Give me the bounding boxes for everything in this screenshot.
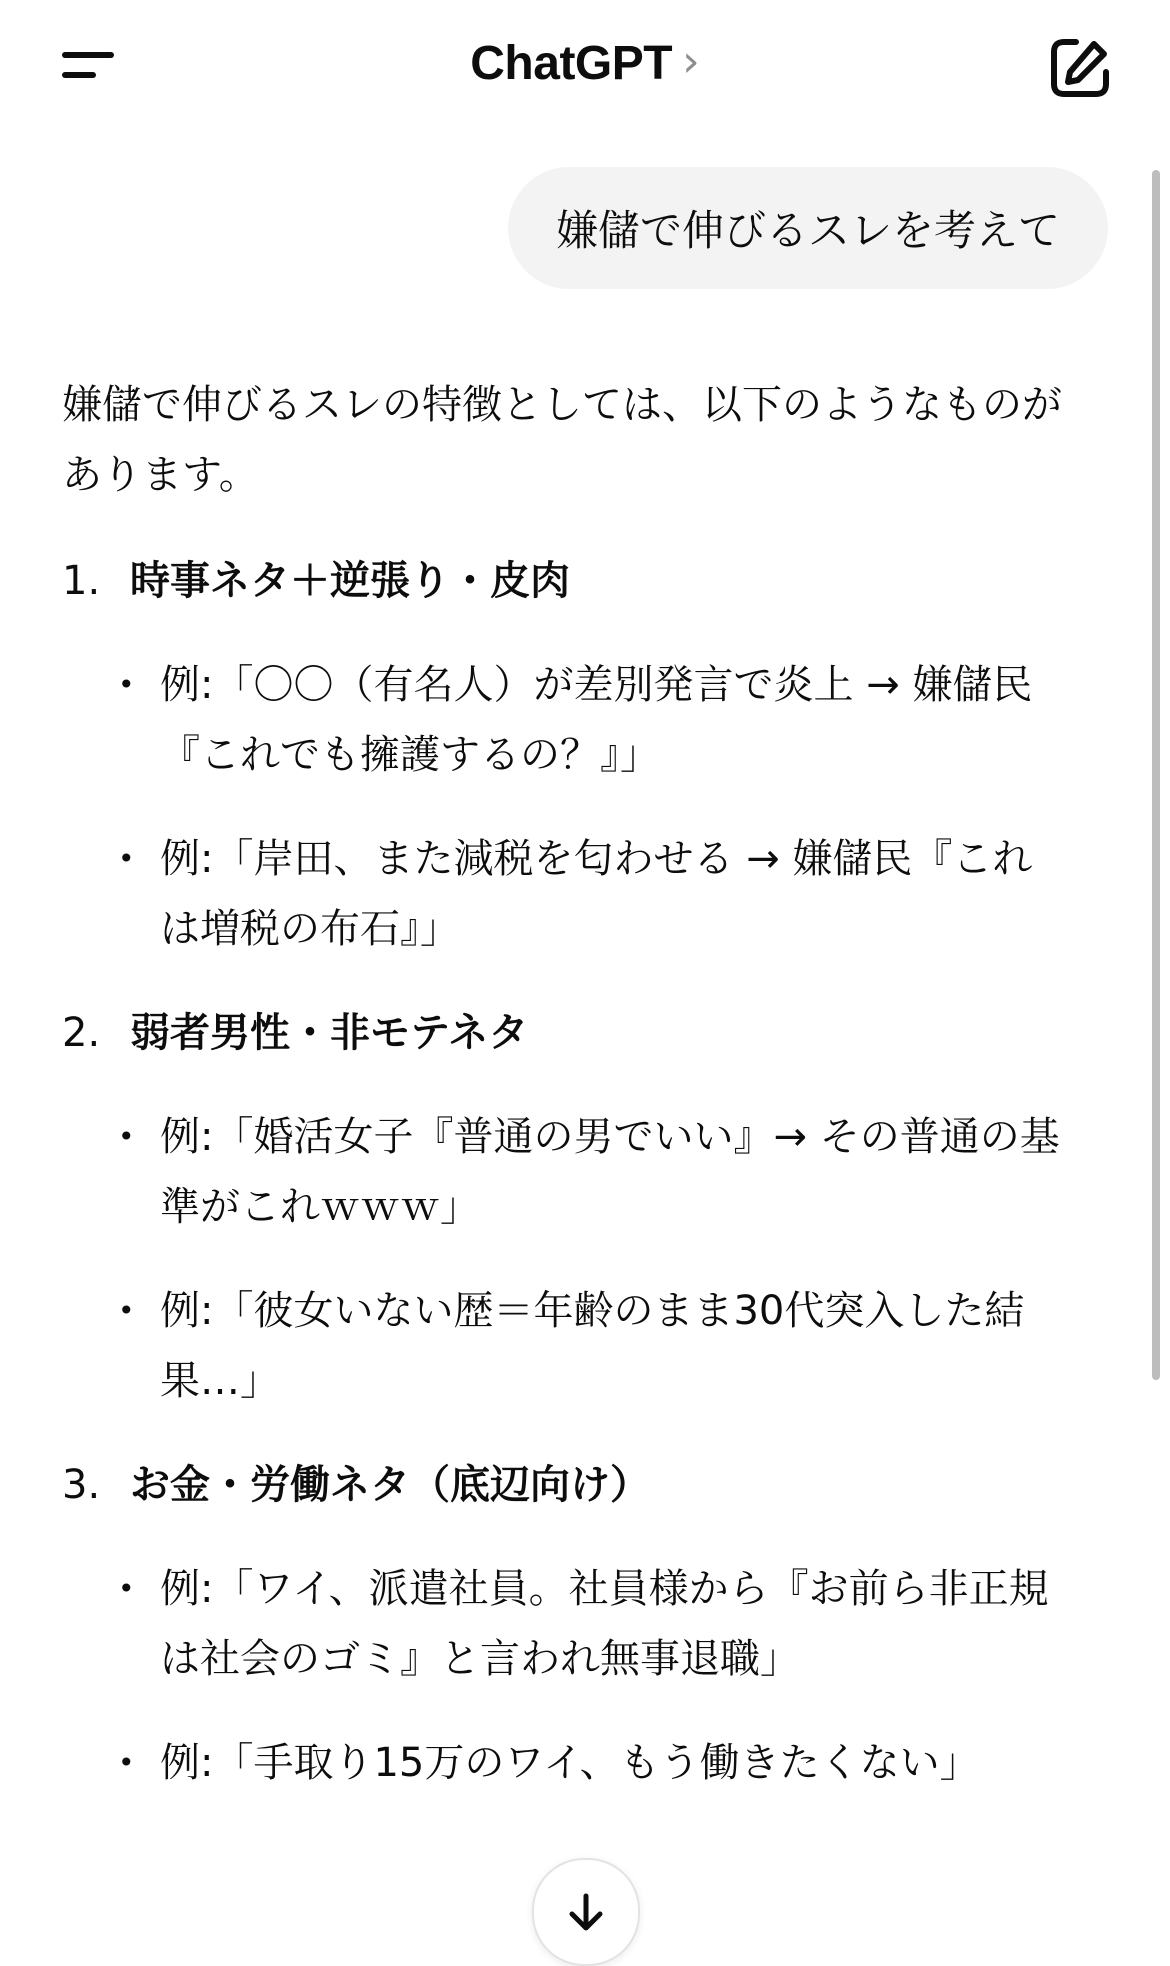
list-item: • 例:「婚活女子『普通の男でいい』→ その普通の基準がこれｗｗｗ」 — [62, 1102, 1062, 1242]
section-title: 弱者男性・非モテネタ — [130, 1010, 529, 1056]
bullet-icon: • — [118, 842, 135, 875]
bullet-icon: • — [118, 668, 135, 701]
user-message-text: 嫌儲で伸びるスレを考えて — [555, 206, 1060, 255]
bullet-icon: • — [118, 1120, 135, 1153]
bullet-icon: • — [118, 1294, 135, 1327]
chevron-right-icon: › — [682, 36, 700, 87]
list-section — [62, 998, 1062, 1416]
section-number: 1. — [62, 558, 101, 604]
compose-icon[interactable] — [1046, 34, 1114, 102]
section-title: お金・労働ネタ（底辺向け） — [130, 1462, 650, 1508]
section-number: 2. — [62, 1010, 101, 1056]
model-selector[interactable] — [0, 36, 1170, 91]
app-title: ChatGPT — [470, 37, 673, 90]
list-item: • 例:「〇〇（有名人）が差別発言で炎上 → 嫌儲民『これでも擁護するの？』」 — [62, 650, 1062, 790]
section-title: 時事ネタ＋逆張り・皮肉 — [130, 558, 570, 604]
list-item: • 例:「彼女いない歴＝年齢のまま30代突入した結果…」 — [62, 1276, 1062, 1416]
user-message-bubble — [508, 167, 1108, 289]
list-item: • 例:「手取り15万のワイ、もう働きたくない」 — [62, 1728, 1062, 1798]
bullet-icon: • — [118, 1746, 135, 1779]
assistant-intro: 嫌儲で伸びるスレの特徴としては、以下のようなものがあります。 — [62, 382, 1062, 498]
list-section — [62, 1450, 1062, 1798]
assistant-message — [62, 370, 1062, 1832]
arrow-down-icon — [564, 1890, 608, 1934]
scroll-down-button[interactable] — [532, 1858, 640, 1966]
scrollbar[interactable] — [1152, 170, 1160, 1380]
list-section — [62, 546, 1062, 964]
section-number: 3. — [62, 1462, 101, 1508]
list-item: • 例:「ワイ、派遣社員。社員様から『お前ら非正規は社会のゴミ』と言われ無事退職」 — [62, 1554, 1062, 1694]
top-bar — [0, 0, 1170, 135]
list-item: • 例:「岸田、また減税を匂わせる → 嫌儲民『これは増税の布石』」 — [62, 824, 1062, 964]
bullet-icon: • — [118, 1572, 135, 1605]
